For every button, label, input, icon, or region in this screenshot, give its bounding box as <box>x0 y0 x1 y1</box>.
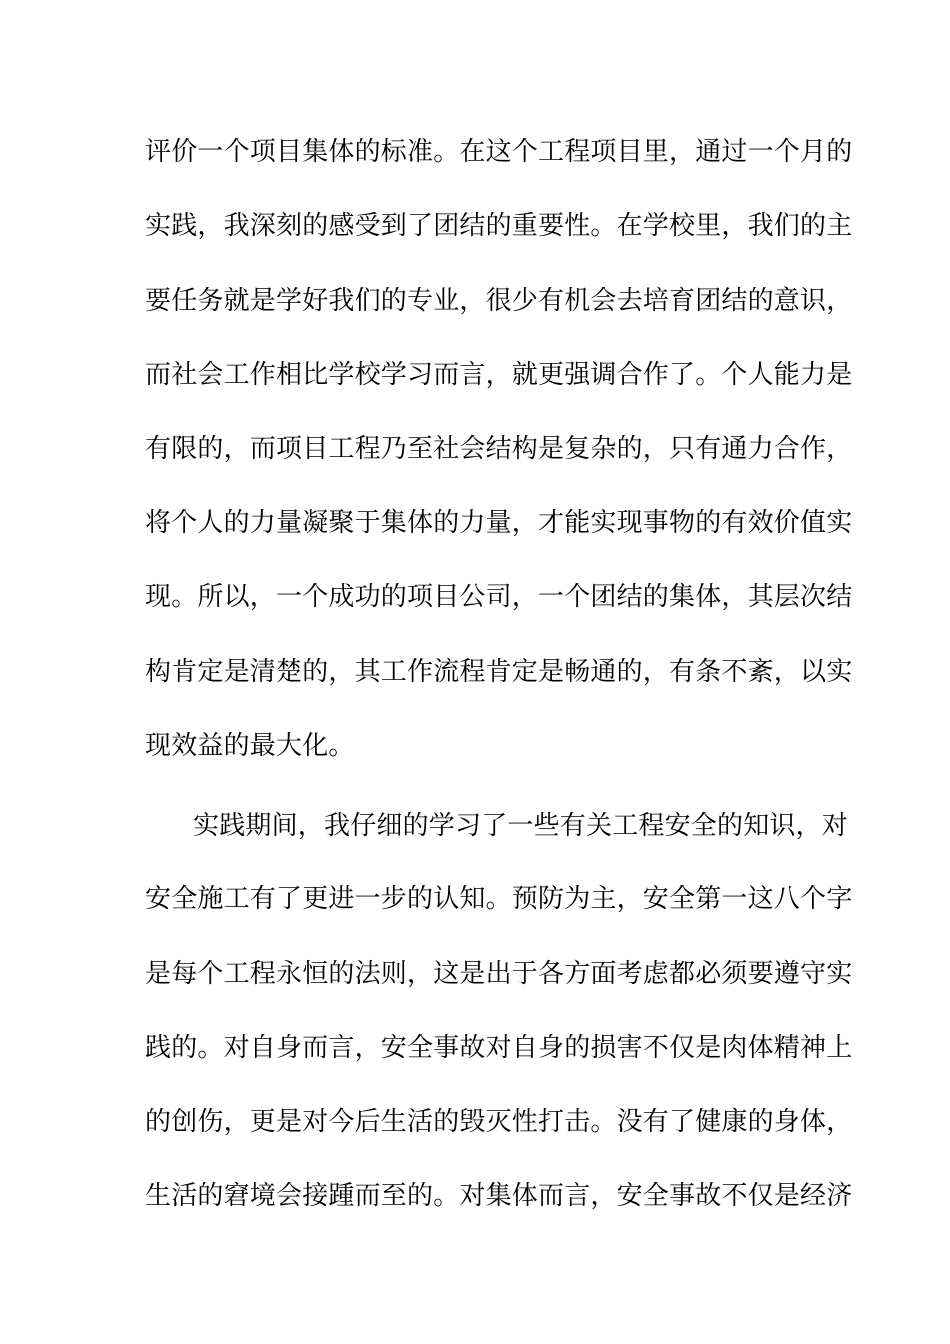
text-line: 践的。对自身而言，安全事故对自身的损害不仅是肉体精神上 <box>145 1033 853 1063</box>
text-line: 的创伤，更是对今后生活的毁灭性打击。没有了健康的身体， <box>145 1107 853 1137</box>
paragraph-first-line: 实践期间，我仔细的学习了一些有关工程安全的知识，对 <box>193 811 849 841</box>
text-line: 评价一个项目集体的标准。在这个工程项目里，通过一个月的 <box>145 137 853 167</box>
text-line: 生活的窘境会接踵而至的。对集体而言，安全事故不仅是经济 <box>145 1181 853 1211</box>
text-line: 实践，我深刻的感受到了团结的重要性。在学校里，我们的主 <box>145 211 853 241</box>
text-line: 有限的，而项目工程乃至社会结构是复杂的，只有通力合作， <box>145 434 853 464</box>
text-line: 构肯定是清楚的，其工作流程肯定是畅通的，有条不紊，以实 <box>145 657 853 687</box>
text-line: 现。所以，一个成功的项目公司，一个团结的集体，其层次结 <box>145 582 853 612</box>
text-line: 而社会工作相比学校学习而言，就更强调合作了。个人能力是 <box>145 360 853 390</box>
text-line: 是每个工程永恒的法则，这是出于各方面考虑都必须要遵守实 <box>145 959 853 989</box>
text-line: 安全施工有了更进一步的认知。预防为主，安全第一这八个字 <box>145 884 853 914</box>
text-line: 要任务就是学好我们的专业，很少有机会去培育团结的意识， <box>145 286 853 316</box>
text-line: 将个人的力量凝聚于集体的力量，才能实现事物的有效价值实 <box>145 508 853 538</box>
text-line: 现效益的最大化。 <box>145 731 355 761</box>
